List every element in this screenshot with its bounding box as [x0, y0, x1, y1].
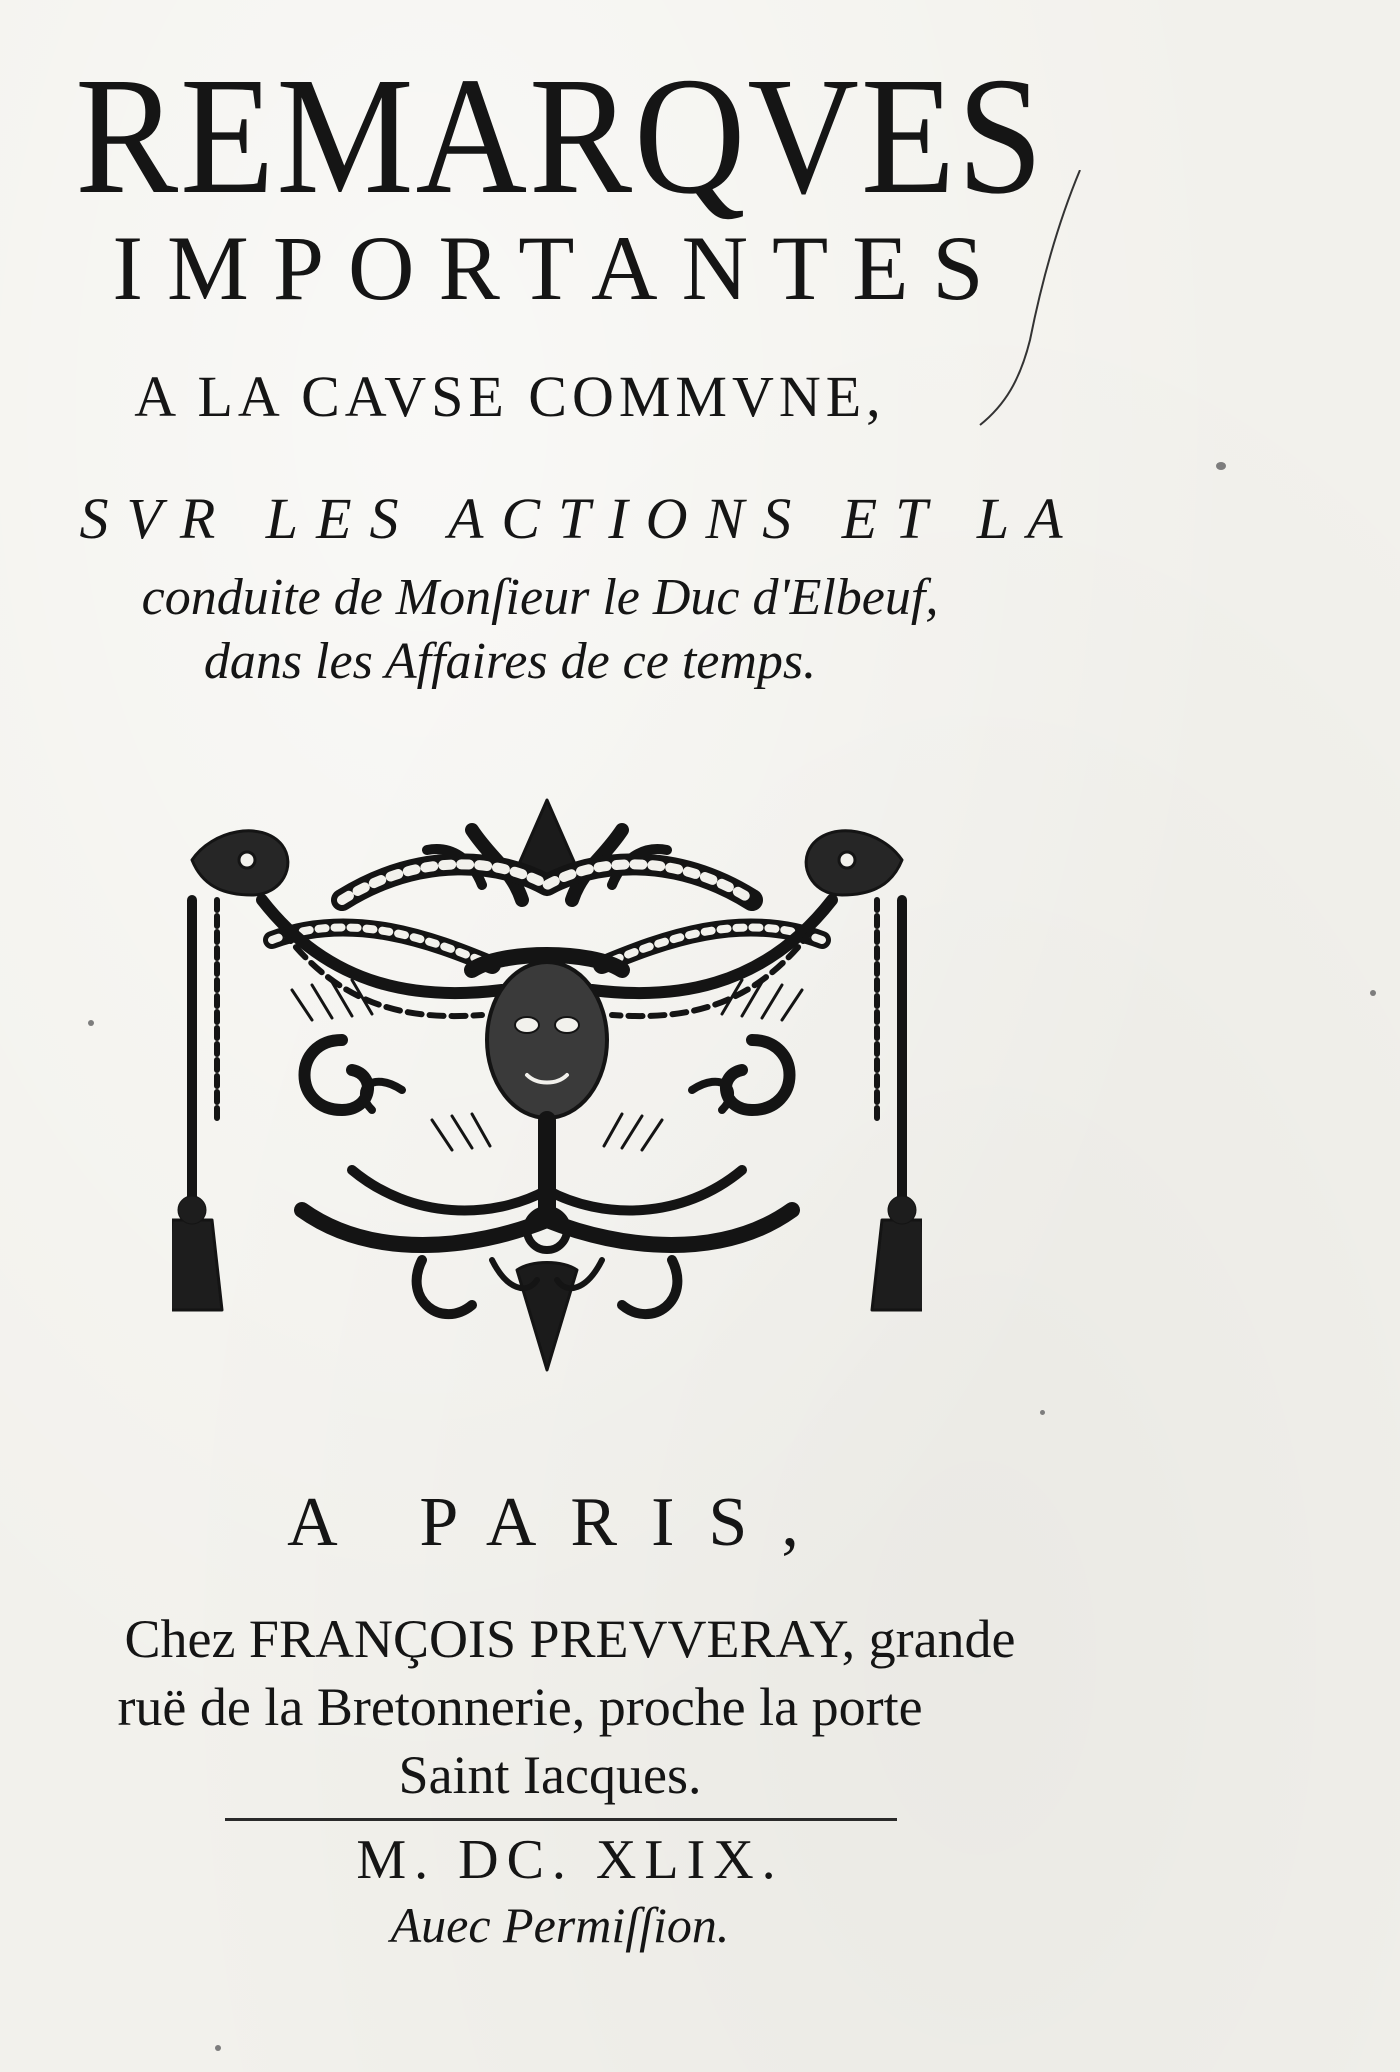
imprint-publisher-line-1: Chez FRANÇOIS PREVVERAY, grande — [124, 1609, 1016, 1669]
title-italic-line-1: conduite de Monſieur le Duc d'Elbeuf, — [141, 569, 939, 626]
paper-speck — [1370, 990, 1376, 996]
paper-crack — [960, 170, 1100, 430]
imprint-place: A PARIS, — [287, 1484, 833, 1561]
title-dedication: A LA CAVSE COMMVNE, — [134, 364, 886, 429]
title-subtitle: IMPORTANTES — [112, 217, 1008, 319]
paper-speck — [1216, 462, 1226, 470]
paper-speck — [1040, 1410, 1045, 1415]
imprint-publisher-line-3: Saint Iacques. — [398, 1745, 702, 1805]
paper-speck — [215, 2045, 221, 2051]
main-title: REMARQVES — [75, 43, 1045, 229]
imprint-date: M. DC. XLIX. — [356, 1829, 784, 1891]
fleuron-mask-ornament-icon — [172, 790, 922, 1380]
imprint-rule — [225, 1818, 897, 1821]
title-italic-caps: SVR LES ACTIONS ET LA — [79, 486, 1081, 551]
title-italic-line-2: dans les Affaires de ce temps. — [203, 633, 817, 690]
imprint-permission: Auec Permiſſion. — [390, 1897, 730, 1953]
imprint-publisher-line-2: ruë de la Bretonnerie, proche la porte — [117, 1677, 923, 1737]
paper-speck — [88, 1020, 94, 1026]
